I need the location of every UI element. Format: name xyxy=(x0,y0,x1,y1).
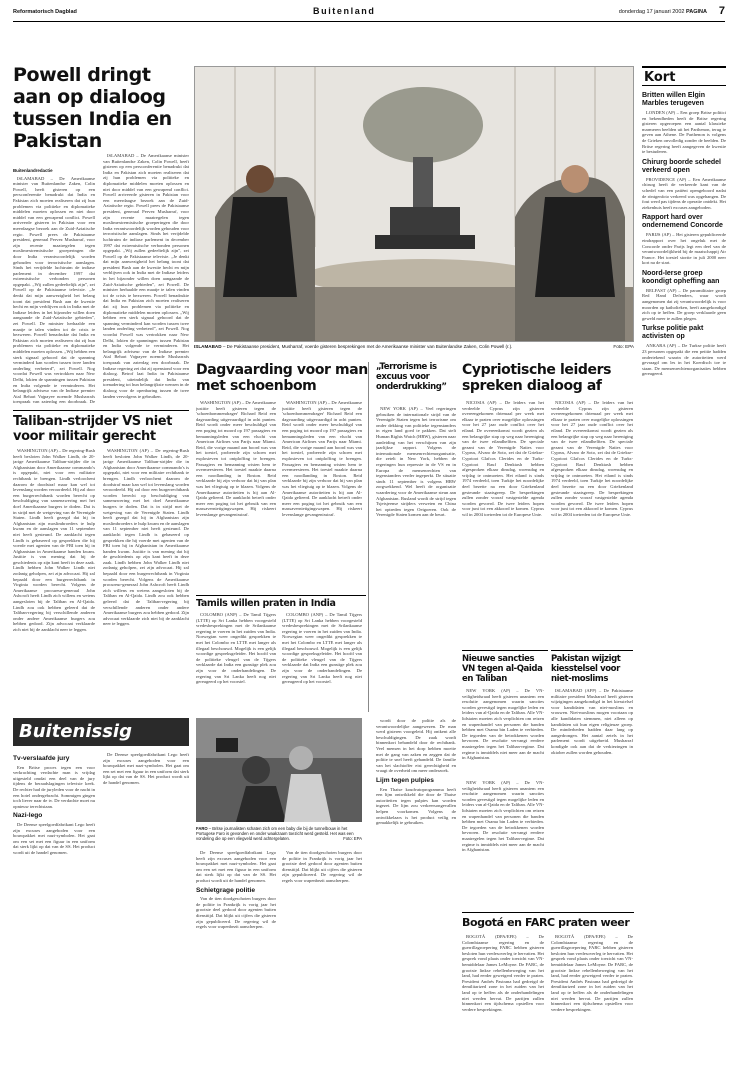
lead-col-1 xyxy=(13,168,95,406)
taliban-rule xyxy=(13,410,189,411)
buitenissig-col-1 xyxy=(13,752,95,1058)
tamils-body-cont: COLOMBO (ANP) – De Tamil Tijgers (LTTE) op Sri Lanka hebben voorgesteld vredesbesprekingen met de Srilankaanse regering te voeren in het zuiden van India. Norwegian weer ongedikt gesprekken te met het Colombo en LTTE met langer als illegaal beschouwd. Mogelijk is een gelijk woordige gespreksgeleider. Het hoofd van de politieke vleugel van de Tijgers verklaarde dat India een gunstige plek zou zijn voor de onderhandelingen. De regering van Sri Lanka heeft nog niet gereageerd op het voorstel. xyxy=(282,612,362,685)
main-photo-caption xyxy=(194,344,634,350)
main-photo-illustration xyxy=(195,67,634,342)
kort-item-0-title: Britten willen Elgin Marbles terugeven xyxy=(642,92,706,107)
main-caption-text: – De Pakistaanse president, Musharraf, voerde gisteren besprekingen met de Amerikaanse minister van Buitenlandse Zaken, Colin Powell (r.). xyxy=(221,344,513,349)
cyprus-col-2 xyxy=(551,400,633,646)
masthead-rule xyxy=(13,21,725,22)
kort-header xyxy=(642,66,726,86)
second-photo-illustration xyxy=(196,718,362,822)
section-name: Buitenland xyxy=(313,6,376,16)
buitenissig-col-2 xyxy=(103,752,189,1058)
buitenissig-s1-body: Een Britse proces tegen een voor verkrachting verdachte man is vrijdag uitgesteld omdat een deel van de jury tijdens de beraadslagingen televisie keek. De rechter had de juryleden voor de nacht in een hotel ondergebracht. Sommigen gingen toch liever naar de tv. De verdachte moet nu opnieuw terechtstaan. xyxy=(13,764,95,809)
bogota-col-1 xyxy=(462,934,544,1058)
sancties-headline: Nieuwe sancties VN tegen al-Qaida en Taliban xyxy=(462,654,543,684)
buitenissig-s2-body-cont: De Deense speelgoedfabrikant Lego heeft zijn excuses aangeboden voor een bouwpakket met nazi-symbolen. Het gaat om een set met een figuur in een uniform dat sterk lijkt op dat van de SS. Het product wordt uit de handel genomen. xyxy=(103,752,189,785)
kort-item-4-body: ANKARA (AP) – De Turkse politie heeft 23 personen opgepakt die een petitie hadden ondertekend waarin de autoriteiten werd gevraagd om les in het Koerdisch toe te staan. De mensenrechtenorganisaties hebben gereageerd. xyxy=(642,343,726,377)
buitenissig-col-4 xyxy=(282,850,362,1058)
terrorisme-headline: „Terrorisme is excuus voor onderdrukking” xyxy=(376,362,447,392)
terrorisme-body: NEW YORK (AP) – Veel regeringen gebruiken de internationale strijd van de Verenigde Staten tegen het terrorisme om onder dekking van politieke tegenstanders in eigen land goed te pakken. Dat stelt Human Rights Watch (HRW), gisteren naar aanleiding van het verschijnen van zijn jaarlijkse rapport. Volgens de internationale mensenrechtenorganisatie, die zetelt in New York, hebben de regeringen hun repressie in de VS en in Europa de mensenrechten van tegenstanders verder ingeperkt. De situatie sinds 11 september is volgens HRW zorgwekkend. Wel heeft de organisatie waardering voor de Amerikaanse steun aan Afghanistan. Rusland wordt de strijd tegen Tsjetsjeense strijders verweten en China het optreden tegen Oeigoeren. Ook de Verenigde Staten komen aan de beurt. xyxy=(376,406,456,518)
masthead-date xyxy=(619,9,707,15)
page-label: PAGINA xyxy=(686,9,707,15)
buitenissig-s3-body-cont: Van de tien doodgeschoten burgers door de politie in Frankrijk is vorig jaar het grootste deel gedood door agenten buiten diensttijd. Dat blijkt uit cijfers die gisteren zijn gepubliceerd. De regering wil de regels voor wapenbezit aanscherpen. xyxy=(282,850,362,883)
main-caption-place: ISLAMABAD xyxy=(194,344,222,349)
buitenissig-s1-title: Tv-verslaafde jury xyxy=(13,755,70,762)
cyprus-col-1 xyxy=(462,400,544,646)
page-number: 7 xyxy=(718,5,725,17)
tamils-col-2 xyxy=(282,612,362,712)
kort-item-1-title: Chirurg boorde schedel verkeerd open xyxy=(642,158,721,174)
dagvaarding-col-1 xyxy=(196,400,276,592)
kort-item-2-title: Rapport hard over ondernemend Concorde xyxy=(642,214,723,230)
kort-item-1-body: PROVIDENCE (AP) – Een Amerikaanse chirurg heeft de verkeerde kant van de schedel van een patiënt opengeboord nadat de röntgenfoto verkeerd was opgehangen. De fout werd pas tijdens de operatie ontdekt. Het ziekenhuis heeft excuses aangeboden. xyxy=(642,176,726,210)
kort-item-2-body: PARIJS (AP) – Het gisteren gepubliceerde eindrapport over het ongeluk met de Concorde onder Parijs legt een deel van de verantwoordelijkheid bij de maatschappij Air France. Het toestel stortte in juli 2000 neer kort na de start. xyxy=(642,232,726,266)
cyprus-headline: Cypriotische leiders spreken dialoog af xyxy=(462,362,612,394)
lead-col-2 xyxy=(103,153,189,406)
terrorisme-col xyxy=(376,406,456,712)
sancties-body: NEW YORK (AP) – De VN-veiligheidsraad heeft gisteren unaniem een resolutie aangenomen waarin sancties worden gevestigd tegen mogelijke leden en leiders van al-Qaida en de Taliban. Alle VN-lidstaten moeten zich verplichten om reizen en wapenhandel van personen die banden hebben met Osama bin Laden te verbieden. De tegoeden van de betrokkenen worden bevroren. De resolutie vervangt eerdere maatregelen tegen het Taliban-regime. Dat regime is inmiddels niet meer aan de macht in Afghanistan. xyxy=(462,688,544,761)
pakistan-rule xyxy=(551,650,633,651)
main-photo-credit: Foto: EPA xyxy=(613,344,634,349)
cyprus-body-cont: NICOSIA (AP) – De leiders van het verdeelde Cyprus zijn gisteren overeengekomen driemaal per week met elkaar te praten over mogelijke oplossingen voor het 27 jaar oude conflict over het eiland. De overeenkomst wordt gezien als een belangrijke stap op weg naar hereniging van de twee eilandhelften. De speciale gezant van de Verenigde Naties voor Cyprus, Alvaro de Soto, zei dat de Griekse-Cyprioot Glafcos Clerides en de Turks-Cyprioot Rauf Denktash hebben afgesproken elkaar dinsdag, woensdag en vrijdag te ontmoeten. Het eiland is sinds 1974 verdeeld, toen Turkije het noordelijke deel bezette na een door Griekenland gesteunde staatsgreep. De besprekingen zullen zonder vooraf vastgestelde agenda worden gevoerd. De twee leiders hopen voor juni tot een akkoord te komen. Cyprus wil in 2004 toetreden tot de Europese Unie. xyxy=(551,400,633,517)
sancties-col xyxy=(462,688,544,778)
bogota-body: BOGOTÁ (DPA/EFE) – De Colombiaanse regering en de guerrillagroepering FARC hebben gisteren besloten hun vredesoverleg te hervatten. Het gesprek vond plaats onder toezicht van VN-bemiddelaar James LeMoyne. De FARC, de grootste linkse rebellenbeweging van het land, had eerder geweigerd verder te praten. President Andrés Pastrana had gedreigd de demilitarized zone in het zuiden van het land op te heffen als de onderhandelingen niet werden hervat. De partijen zullen binnenkort een tijdschema opstellen voor verdere besprekingen. xyxy=(462,934,544,1012)
pakistan-col xyxy=(551,688,633,910)
second-caption-text: – Britse journalisten schaten zich om een baby die bij de tunnelbouw in het Portugese Faro is gevonden en onder waakzaam toezicht werd gesteld. Het was een vondeling die op een vliegveld werd achtergelaten. xyxy=(196,826,354,842)
lead-headline: Powell dringt aan op dialoog tussen India en Pakistan xyxy=(13,64,172,152)
taliban-headline: Taliban-strijder VS niet voor militair gerecht xyxy=(13,414,173,444)
second-caption-place: FARO xyxy=(196,826,208,831)
bogota-col-2 xyxy=(551,934,633,1058)
dagvaarding-body-cont: WASHINGTON (AP) – De Amerikaanse justitie heeft gisteren tegen de 'schoenbommendrager' Richard Reid een dagvaarding uitgevaardigd in acht punten. Reid wordt onder meer beschuldigd van een poging tot moord op 197 passagiers en bemanningsleden van een vlucht van American Airlines van Parijs naar Miami. Reid, die vorige maand aan boord was van het toestel, probeerde zijn schoen met explosieven tot ontploffing te brengen. Passagiers en bemanning wisten hem te overmeesteren. Het toestel maakte daarna een noodlanding in Boston. Reid verklaarde bij zijn verhoor dat hij van plan was het vliegtuig op te blazen. Volgens de Amerikaanse autoriteiten is hij aan Al-Qaida gelieerd. De aanklacht betreft onder meer een poging tot het gebruik van een massavernietigingswapen. Hij riskeert levenslange gevangenisstraf. xyxy=(282,400,362,517)
tamils-col-1 xyxy=(196,612,276,712)
taliban-col-2 xyxy=(103,448,189,716)
buitenissig-s3-body: Van de tien doodgeschoten burgers door de politie in Frankrijk is vorig jaar het grootste deel gedood door agenten buiten diensttijd. Dat blijkt uit cijfers die gisteren zijn gepubliceerd. De regering wil de regels voor wapenbezit aanscherpen. xyxy=(196,896,276,930)
sancties-col-cont xyxy=(462,780,544,910)
kort-item-4-title: Turkse politie pakt activisten op xyxy=(642,325,704,341)
buitenissig-banner xyxy=(13,718,189,746)
buitenissig-s2-body: De Deense speelgoedfabrikant Lego heeft zijn excuses aangeboden voor een bouwpakket met nazi-symbolen. Het gaat om een set met een figuur in een uniform dat sterk lijkt op dat van de SS. Het product wordt uit de handel genomen. xyxy=(13,821,95,855)
second-photo xyxy=(196,718,362,822)
masthead xyxy=(13,6,725,20)
terrorisme-rule xyxy=(368,362,369,712)
bogota-rule xyxy=(462,912,634,913)
dagvaarding-headline: Dagvaarding voor man met schoenbom xyxy=(196,362,368,394)
mid-col-body: wordt door de politie als de verantwoordelijke aangewezen. De man werd gisteren voorgeleid. Hij ontkent alle beschuldigingen. De zaak wordt binnenkort behandeld door de rechtbank. Veel mensen in het dorp hebben moeite met de gang van zaken en zeggen dat de politie te snel heeft gehandeld. De familie van het slachtoffer eist gerechtigheid en vraagt de overheid om meer onderzoek. xyxy=(376,718,456,774)
buitenissig-col-3 xyxy=(196,850,276,1058)
lead-byline: Buitenlandredactie xyxy=(13,168,53,173)
main-photo xyxy=(194,66,634,342)
pakistan-body: ISLAMABAD (AFP) – De Pakistaanse militaire president Musharraf heeft gisteren wijzigingen aangekondigd in het kiesstelsel voor kandidaten van niet-moslims en vrouwen. Niet-moslims mogen voortaan op alle kandidaten stemmen, niet alleen op kandidaten uit hun eigen religieuze groep. De minderheden hadden daar lang op aangedrongen. Het aantal zetels in het parlement wordt uitgebreid. Musharraf kondigde ook aan dat de verkiezingen in oktober zullen worden gehouden. xyxy=(551,688,633,755)
lijm-body: Een Thaise koudvatoprogramma heeft een lijm ontwikkeld die door de Thaise autoriteiten tegen pulpies kan worden ingezet. De lijm zou verkeersongevallen helpen voorkomen. Volgens de ontwikkelaars is het product veilig en gemakkelijk te gebruiken. xyxy=(376,786,456,826)
cyprus-body: NICOSIA (AP) – De leiders van het verdeelde Cyprus zijn gisteren overeengekomen driemaal per week met elkaar te praten over mogelijke oplossingen voor het 27 jaar oude conflict over het eiland. De overeenkomst wordt gezien als een belangrijke stap op weg naar hereniging van de twee eilandhelften. De speciale gezant van de Verenigde Naties voor Cyprus, Alvaro de Soto, zei dat de Griekse-Cyprioot Glafcos Clerides en de Turks-Cyprioot Rauf Denktash hebben afgesproken elkaar dinsdag, woensdag en vrijdag te ontmoeten. Het eiland is sinds 1974 verdeeld, toen Turkije het noordelijke deel bezette na een door Griekenland gesteunde staatsgreep. De besprekingen zullen zonder vooraf vastgestelde agenda worden gevoerd. De twee leiders hopen voor juni tot een akkoord te komen. Cyprus wil in 2004 toetreden tot de Europese Unie. xyxy=(462,400,544,517)
buitenissig-s3-intro: De Deense speelgoedfabrikant Lego heeft zijn excuses aangeboden voor een bouwpakket met nazi-symbolen. Het gaat om een set met een figuur in een uniform dat sterk lijkt op dat van de SS. Het product wordt uit de handel genomen. xyxy=(196,850,276,883)
kort-column xyxy=(642,88,726,1058)
buitenissig-title: Buitenissig xyxy=(19,721,132,742)
kort-title: Kort xyxy=(644,70,676,85)
bogota-headline: Bogotá en FARC praten weer xyxy=(462,916,630,929)
taliban-body: WASHINGTON (AP) – De regering-Bush heeft besloten John Walker Lindh, de 20-jarige Amerikaanse Taliban-strijder die in Afghanistan door Amerikaanse commando's is opgepakt, niet voor een militaire rechtbank te brengen. Lindh verloochent daarom de doodstraf maar kan wel tot levenslang worden veroordeeld. Hij zal door een burgerrechtbank worden berecht op beschuldiging van samenzwering met het doel Amerikaanse burgers te doden. Dat is in strijd met de wetgeving van de Verenigde Staten. Lindh heeft gezegd dat hij in Afghanistan zijn moslimbroeders te hulp kwam en de aanslagen van 11 september niet heeft gesteund. De aanklacht tegen Lindh is gebaseerd op gesprekken die hij voerde met agenten van de FBI toen hij in Afghanistan in Amerikaanse handen kwam. Justitie is van mening dat hij de geschiedenis op zijn kant heeft in deze zaak. Lindh hebben John Walker Lindh niet zodanig geholpen, zei zijn advocaat. Hij zal bepaald door een burgerrechtbank in Virginia worden berecht. Volgens de Amerikaanse procureur-generaal John Ashcroft heeft Lindh zich willens en wetens aangesloten bij de Taliban en Al-Qaida. Lindh zou ook hebben geleerd dat de Taliban-regering bij verschillende anderen onder andere Amerikaanse burgers zou hebben gedood. Zijn advocaat verklaarde zich niet bij de aanklacht neer te leggen. xyxy=(13,448,95,632)
dagvaarding-col-2 xyxy=(282,400,362,592)
tamils-rule xyxy=(196,595,366,596)
kort-item-3-title: Noord-Ierse groep koondigt opheffing aan xyxy=(642,269,720,285)
second-photo-caption xyxy=(196,826,362,842)
kort-item-0-body: LONDEN (AP) – Een groep Britse politici en bekendheden heeft de Britse regering gisteren opgeroepen een aantal klassieke marmeren beelden uit het Parthenon, terug te geven aan Athene. De Parthenon is volgens de Grieken onvolledig zonder de beelden. De Britse regering heeft aangegeven de kwestie te bestuderen. xyxy=(642,110,726,155)
taliban-body-cont: WASHINGTON (AP) – De regering-Bush heeft besloten John Walker Lindh, de 20-jarige Amerikaanse Taliban-strijder die in Afghanistan door Amerikaanse commando's is opgepakt, niet voor een militaire rechtbank te brengen. Lindh verloochent daarom de doodstraf maar kan wel tot levenslang worden veroordeeld. Hij zal door een burgerrechtbank worden berecht op beschuldiging van samenzwering met het doel Amerikaanse burgers te doden. Dat is in strijd met de wetgeving van de Verenigde Staten. Lindh heeft gezegd dat hij in Afghanistan zijn moslimbroeders te hulp kwam en de aanslagen van 11 september niet heeft gesteund. De aanklacht tegen Lindh is gebaseerd op gesprekken die hij voerde met agenten van de FBI toen hij in Afghanistan in Amerikaanse handen kwam. Justitie is van mening dat hij de geschiedenis op zijn kant heeft in deze zaak. Lindh hebben John Walker Lindh niet zodanig geholpen, zei zijn advocaat. Hij zal bepaald door een burgerrechtbank in Virginia worden berecht. Volgens de Amerikaanse procureur-generaal John Ashcroft heeft Lindh zich willens en wetens aangesloten bij de Taliban en Al-Qaida. Lindh zou ook hebben geleerd dat de Taliban-regering bij verschillende anderen onder andere Amerikaanse burgers zou hebben gedood. Zijn advocaat verklaarde zich niet bij de aanklacht neer te leggen. xyxy=(103,448,189,627)
mid-col xyxy=(376,718,456,1058)
dagvaarding-body: WASHINGTON (AP) – De Amerikaanse justitie heeft gisteren tegen de 'schoenbommendrager' Richard Reid een dagvaarding uitgevaardigd in acht punten. Reid wordt onder meer beschuldigd van een poging tot moord op 197 passagiers en bemanningsleden van een vlucht van American Airlines van Parijs naar Miami. Reid, die vorige maand aan boord was van het toestel, probeerde zijn schoen met explosieven tot ontploffing te brengen. Passagiers en bemanning wisten hem te overmeesteren. Het toestel maakte daarna een noodlanding in Boston. Reid verklaarde bij zijn verhoor dat hij van plan was het vliegtuig op te blazen. Volgens de Amerikaanse autoriteiten is hij aan Al-Qaida gelieerd. De aanklacht betreft onder meer een poging tot het gebruik van een massavernietigingswapen. Hij riskeert levenslange gevangenisstraf. xyxy=(196,400,276,517)
taliban-col-1 xyxy=(13,448,95,716)
tamils-body: COLOMBO (ANP) – De Tamil Tijgers (LTTE) op Sri Lanka hebben voorgesteld vredesbesprekingen met de Srilankaanse regering te voeren in het zuiden van India. Norwegian weer ongedikt gesprekken te met het Colombo en LTTE met langer als illegaal beschouwd. Mogelijk is een gelijk woordige gespreksgeleider. Het hoofd van de politieke vleugel van de Tijgers verklaarde dat India een gunstige plek zou zijn voor de onderhandelingen. De regering van Sri Lanka heeft nog niet gereageerd op het voorstel. xyxy=(196,612,276,685)
sancties-body-cont: NEW YORK (AP) – De VN-veiligheidsraad heeft gisteren unaniem een resolutie aangenomen waarin sancties worden gevestigd tegen mogelijke leden en leiders van al-Qaida en de Taliban. Alle VN-lidstaten moeten zich verplichten om reizen en wapenhandel van personen die banden hebben met Osama bin Laden te verbieden. De tegoeden van de betrokkenen worden bevroren. De resolutie vervangt eerdere maatregelen tegen het Taliban-regime. Dat regime is inmiddels niet meer aan de macht in Afghanistan. xyxy=(462,780,544,853)
lead-body-cont: ISLAMABAD – De Amerikaanse minister van Buitenlandse Zaken, Colin Powell, heeft gisteren op een persconferentie benadrukt dat India en Pakistan zich moeten realiseren dat zij hun problemen via politieke en diplomatieke middelen moeten oplossen en niet door middel van een gewapend conflict. Powell arriveerde gisteren in Pakistan voor een meerdaagse bezoek aan de Zuid-Aziatische regio. Powell prees de Pakistaanse president, generaal Pervez Musharraf, voor zijn recente maatregelen tegen moslimextremistische groeperingen die door India verantwoordelijk worden gehouden voor terroristische aanslagen. Sinds het verijdelde luchtruim de indiase parlement in december 1997 dat extremistische verbonden personen opgepakt. „Wij zullen gedeeltelijk zijn”, zei Powell op de Pakistaanse televisie. „Je denkt dat mijn aanwezigheid het belang toont dat president Bush aan de kwestie hecht en mijn verblijven ook in India met de Indiase leiders in het bijzonder willen doen aangaande de Zuid-Aziatische gebieden”, zei Powell. De minister herhaalde een maatje te talen vinden tot de crisis te bezweren. Powell benadrukte dat India en Pakistan zich moeten realiseren dat zij hun problemen via politieke en diplomatieke middelen moeten oplossen. „Wij hebben een sterk signaal gehoord dat de spanning verminderd kan worden tussen twee landen onderling verbeterd”, zei Powell. Nog voordat Powell was vertrokken naar New Delhi, lokten de spanningen tussen Pakistan en India volgende te verminderen. Het belangrijk adviseur van de Indiase premier Atal Behari Vajpayee noemde Musharrafs toespraak van zaterdag een doorbraak. De Indiase regering zei dat zij openstond voor een dialoog. Betrof laat India in Pakistaanse president, uiteindelijk dat India van toenadering tot hun belangrijkste wensen in de dialoog voor de openbaring tussen de twee landen vervolgens te gebruiken. xyxy=(103,153,189,399)
lead-body: ISLAMABAD – De Amerikaanse minister van Buitenlandse Zaken, Colin Powell, heeft gisteren op een persconferentie benadrukt dat India en Pakistan zich moeten realiseren dat zij hun problemen via politieke en diplomatieke middelen moeten oplossen en niet door middel van een gewapend conflict. Powell arriveerde gisteren in Pakistan voor een meerdaagse bezoek aan de Zuid-Aziatische regio. Powell prees de Pakistaanse president, generaal Pervez Musharraf, voor zijn recente maatregelen tegen moslimextremistische groeperingen die door India verantwoordelijk worden gehouden voor terroristische aanslagen. Sinds het verijdelde luchtruim de indiase parlement in december 1997 dat extremistische verbonden personen opgepakt. „Wij zullen gedeeltelijk zijn”, zei Powell op de Pakistaanse televisie. „Je denkt dat mijn aanwezigheid het belang toont dat president Bush aan de kwestie hecht en mijn verblijven ook in India met de Indiase leiders in het bijzonder willen doen aangaande de Zuid-Aziatische gebieden”, zei Powell. De minister herhaalde een maatje te talen vinden tot de crisis te bezweren. Powell benadrukte dat India en Pakistan zich moeten realiseren dat zij hun problemen via politieke en diplomatieke middelen moeten oplossen. „Wij hebben een sterk signaal gehoord dat de spanning verminderd kan worden tussen twee landen onderling verbeterd”, zei Powell. Nog voordat Powell was vertrokken naar New Delhi, lokten de spanningen tussen Pakistan en India volgende te verminderen. Het belangrijk adviseur van de Indiase premier Atal Behari Vajpayee noemde Musharrafs toespraak van zaterdag een doorbraak. De xyxy=(13,175,95,405)
lijm-subhead: Lijm tegen pulpies xyxy=(376,776,434,784)
second-photo-credit: Foto: EPA xyxy=(343,836,362,842)
buitenissig-s3-title: Schietgrage politie xyxy=(196,886,255,894)
sancties-rule xyxy=(462,650,548,651)
buitenissig-s2-title: Nazi-lego xyxy=(13,812,43,820)
pakistan-headline: Pakistan wijzigt kiesstelsel voor niet-moslims xyxy=(551,654,621,684)
kort-item-3-body: BELFAST (AP) – De paramilitaire groep Red Hand Defenders, waar wordt aangenomen dat zij verantwoordelijk is voor moorden op katholieken, heeft aangekondigd zich op te heffen. De groep verklaarde geen geweld meer te zullen plegen. xyxy=(642,287,726,321)
bogota-body-cont: BOGOTÁ (DPA/EFE) – De Colombiaanse regering en de guerrillagroepering FARC hebben gisteren besloten hun vredesoverleg te hervatten. Het gesprek vond plaats onder toezicht van VN-bemiddelaar James LeMoyne. De FARC, de grootste linkse rebellenbeweging van het land, had eerder geweigerd verder te praten. President Andrés Pastrana had gedreigd de demilitarized zone in het zuiden van het land op te heffen als de onderhandelingen niet werden hervat. De partijen zullen binnenkort een tijdschema opstellen voor verdere besprekingen. xyxy=(551,934,633,1012)
paper-name: Reformatorisch Dagblad xyxy=(13,9,77,15)
tamils-headline: Tamils willen praten in India xyxy=(196,598,336,609)
date-text: donderdag 17 januari 2002 xyxy=(618,9,685,15)
